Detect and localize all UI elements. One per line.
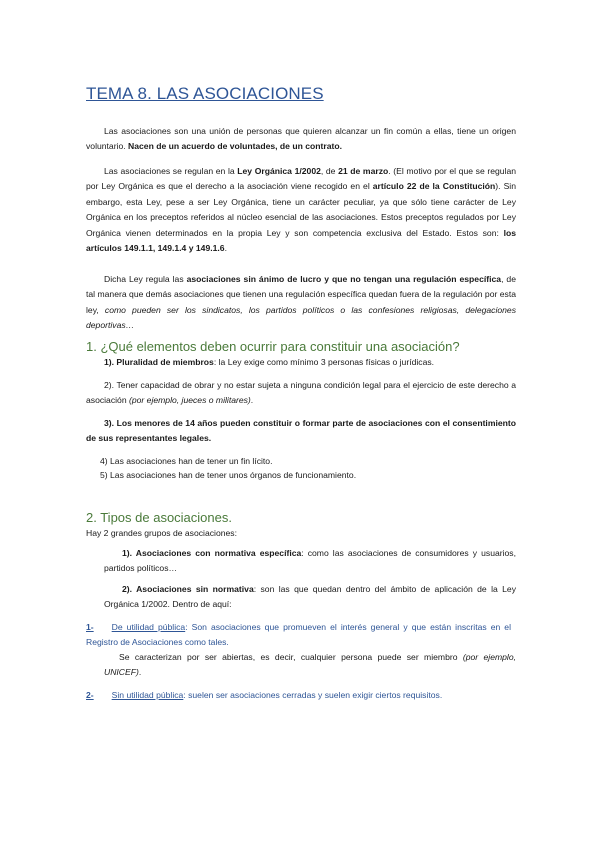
section-heading-types: 2. Tipos de asociaciones.	[86, 510, 232, 525]
element-1	[104, 355, 516, 370]
bold-text: 21 de marzo	[338, 166, 389, 176]
text: ). Sin embargo, esta Ley, pese a ser Ley Orgánica, tiene un carácter peculiar, ya que sólo tiene carácter de Ley Orgánica en los preceptos referidos al núcleo esencial de las asociaciones. Estos preceptos regulados por Ley Orgánica vienen determinados en la propia Ley y son competencia exclusiva del Estado. Estos son:	[86, 181, 516, 238]
element-5: 5) Las asociaciones han de tener unos órganos de funcionamiento.	[100, 470, 357, 480]
text: Las asociaciones se regulan en la	[104, 166, 238, 176]
section-heading-elements: 1. ¿Qué elementos deben ocurrir para constituir una asociación?	[86, 339, 460, 354]
italic-text: (por ejemplo, jueces o militares)	[129, 395, 251, 406]
italic-text: (por ejemplo, UNICEF)	[104, 652, 516, 678]
text: , de tal manera que demás asociaciones que tienen una regulación específica quedan fuera de la regulación por esta ley,	[86, 274, 516, 315]
type-2	[104, 582, 516, 613]
text: Las asociaciones son una unión de personas que quieren alcanzar un fin común a ellas, tiene un origen voluntario.	[86, 126, 516, 152]
list-number: 1-	[86, 622, 94, 632]
paragraph-regulation	[86, 164, 516, 256]
bold-text: 1). Asociaciones con normativa específica	[122, 548, 302, 558]
element-3	[86, 416, 516, 447]
subtype-public-utility-detail	[104, 650, 516, 681]
subtype-no-public-utility	[86, 688, 442, 702]
bold-text: artículo 22 de la Constitución	[372, 181, 496, 192]
text: , de	[320, 166, 339, 176]
element-2	[86, 378, 516, 409]
list-number: 2-	[86, 690, 94, 700]
subtype-label: De utilidad pública	[111, 622, 186, 632]
element-4: 4) Las asociaciones han de tener un fin lícito.	[100, 456, 273, 466]
italic-text: como pueden ser los sindicatos, los partidos políticos o las confesiones religiosas, delegaciones deportivas…	[86, 304, 516, 331]
text: : la Ley exige como mínimo 3 personas físicas o jurídicas.	[213, 357, 435, 367]
page-title: TEMA 8. LAS ASOCIACIONES	[86, 84, 324, 103]
text: : son las que quedan dentro del ámbito de aplicación de la Ley Orgánica 1/2002. Dentro de aquí:	[104, 584, 516, 610]
types-intro: Hay 2 grandes grupos de asociaciones:	[86, 528, 237, 538]
text: : suelen ser asociaciones cerradas y suelen exigir ciertos requisitos.	[183, 690, 443, 700]
subtype-label: Sin utilidad pública	[111, 690, 184, 700]
bold-text: Ley Orgánica 1/2002	[237, 166, 321, 176]
text: Se caracterizan por ser abiertas, es decir, cualquier persona puede ser miembro	[119, 652, 463, 662]
bold-text: 1). Pluralidad de miembros	[104, 357, 214, 367]
text: : Son asociaciones que promueven el interés general y que están inscritas en el Registro de Asociaciones como tales.	[86, 622, 511, 648]
text: 2). Tener capacidad de obrar y no estar sujeta a ninguna condición legal para el ejercicio de este derecho a asociación	[86, 380, 516, 406]
text: .	[250, 395, 254, 406]
subtype-public-utility	[86, 620, 511, 651]
type-1	[104, 546, 516, 577]
bold-text: los artículos 149.1.1, 149.1.4 y 149.1.6	[86, 227, 516, 254]
paragraph-definition	[86, 124, 516, 155]
bold-text: asociaciones sin ánimo de lucro y que no tengan una regulación específica	[186, 274, 502, 284]
bold-text: 3). Los menores de 14 años pueden constituir o formar parte de asociaciones con el consentimiento de sus representantes legales.	[86, 418, 516, 444]
text: : como las asociaciones de consumidores y usuarios, partidos políticos…	[104, 548, 516, 574]
text: .	[138, 667, 142, 678]
bold-text: Nacen de un acuerdo de voluntades, de un contrato.	[128, 141, 342, 152]
paragraph-scope	[86, 272, 516, 334]
text: .	[224, 243, 227, 254]
text: Dicha Ley regula las	[104, 274, 187, 284]
bold-text: 2). Asociaciones sin normativa	[122, 584, 254, 594]
text: . (El motivo por el que se regulan por Ley Orgánica es que el derecho a la asociación viene recogido en el	[86, 166, 517, 192]
